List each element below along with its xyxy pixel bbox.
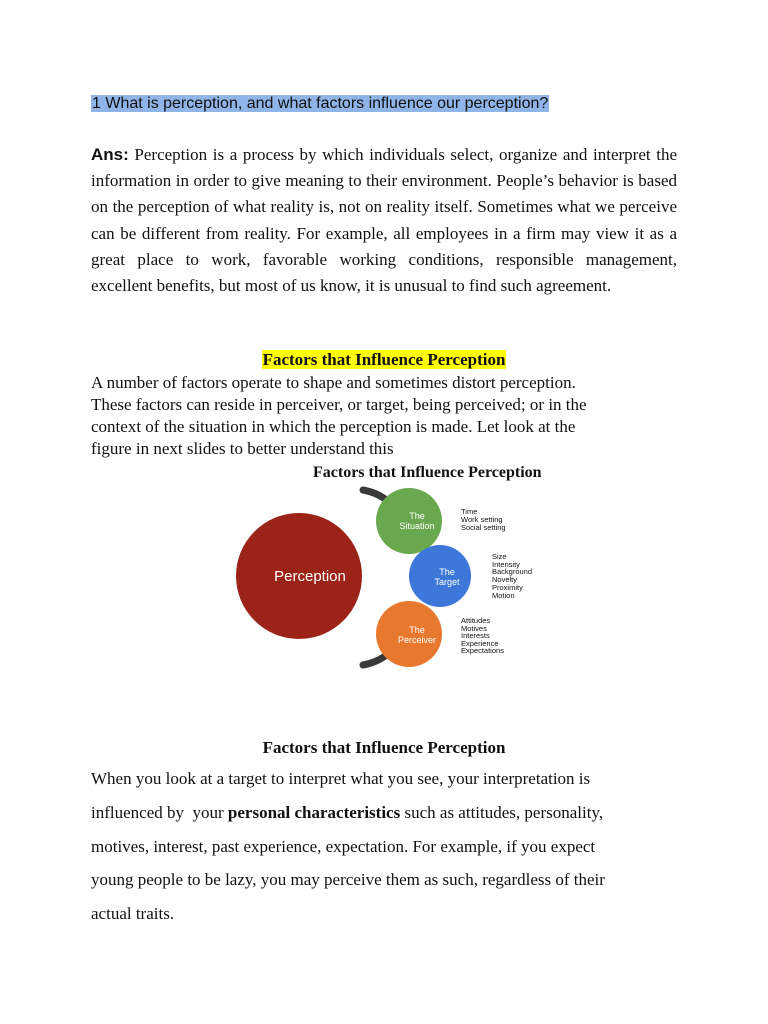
intro-line-3: context of the situation in which the perception is made. Let look at the: [91, 417, 576, 436]
perceiver-label-line2: Perceiver: [397, 635, 437, 645]
body-line-2-end: such as attitudes, personality,: [400, 802, 604, 822]
body-line-4: young people to be lazy, you may perceive them as such, regardless of their: [91, 870, 605, 890]
situation-label-line1: The: [409, 511, 425, 521]
body-line-2-start: influenced by your: [91, 802, 228, 822]
perception-diagram: [230, 480, 560, 675]
intro-line-1: A number of factors operate to shape and sometimes distort perception.: [91, 373, 576, 392]
answer-text: Perception is a process by which individuals select, organize and interpret the information in order to give meaning to their environment. People’s behavior is based on the perception of what reality is, not on reality itself. Sometimes what we perceive can be different from reality. For example, all employees in a firm may view it as a great place to work, favorable working conditions, responsible management, excellent benefits, but most of us know, it is unusual to find such agreement.: [91, 145, 677, 296]
situation-label-line2: Situation: [399, 521, 435, 531]
question-heading: [91, 93, 549, 115]
target-factor: Size: [492, 552, 507, 561]
body-line-1: When you look at a target to interpret what you see, your interpretation is: [91, 769, 591, 788]
situation-factor: Time: [461, 507, 478, 516]
target-label-line2: Target: [434, 577, 460, 587]
section-heading: Factors that Influence Perception: [262, 738, 506, 757]
perception-label: Perception: [274, 568, 346, 585]
figure-title: Factors that Influence Perception: [313, 464, 542, 481]
perceiver-factor: Experience: [461, 639, 499, 648]
target-factor: Proximity: [492, 583, 523, 592]
situation-factor: Work setting: [461, 515, 503, 524]
target-factor: Intensity: [492, 560, 520, 569]
answer-paragraph: [91, 142, 677, 299]
target-label-line1: The: [439, 567, 455, 577]
target-factor: Novelty: [492, 575, 518, 584]
perceiver-factor: Interests: [461, 631, 490, 640]
personal-characteristics-term: personal characteristics: [227, 802, 401, 822]
body-line-2: [91, 796, 691, 830]
target-factor: Motion: [492, 591, 515, 600]
question-text: 1 What is perception, and what factors influence our perception?: [92, 95, 549, 112]
situation-factor: Social setting: [461, 523, 506, 532]
perceiver-factor: Attitudes: [461, 616, 491, 625]
factors-intro-paragraph: [91, 372, 691, 460]
perceiver-label-line1: The: [409, 625, 425, 635]
personal-characteristics-paragraph: [91, 762, 691, 931]
target-factor: Background: [492, 567, 533, 576]
section-heading-text: Factors that Influence Perception: [262, 350, 506, 369]
intro-line-2: These factors can reside in perceiver, or target, being perceived; or in the: [91, 395, 587, 414]
body-line-5: actual traits.: [91, 904, 175, 924]
perceiver-factor: Motives: [461, 624, 487, 633]
section-heading-highlighted: [0, 349, 768, 371]
body-line-3: motives, interest, past experience, expectation. For example, if you expect: [91, 836, 596, 856]
perceiver-factor: Expectations: [461, 646, 504, 655]
answer-label: Ans:: [91, 145, 129, 164]
intro-line-4: figure in next slides to better understand this: [91, 439, 394, 458]
